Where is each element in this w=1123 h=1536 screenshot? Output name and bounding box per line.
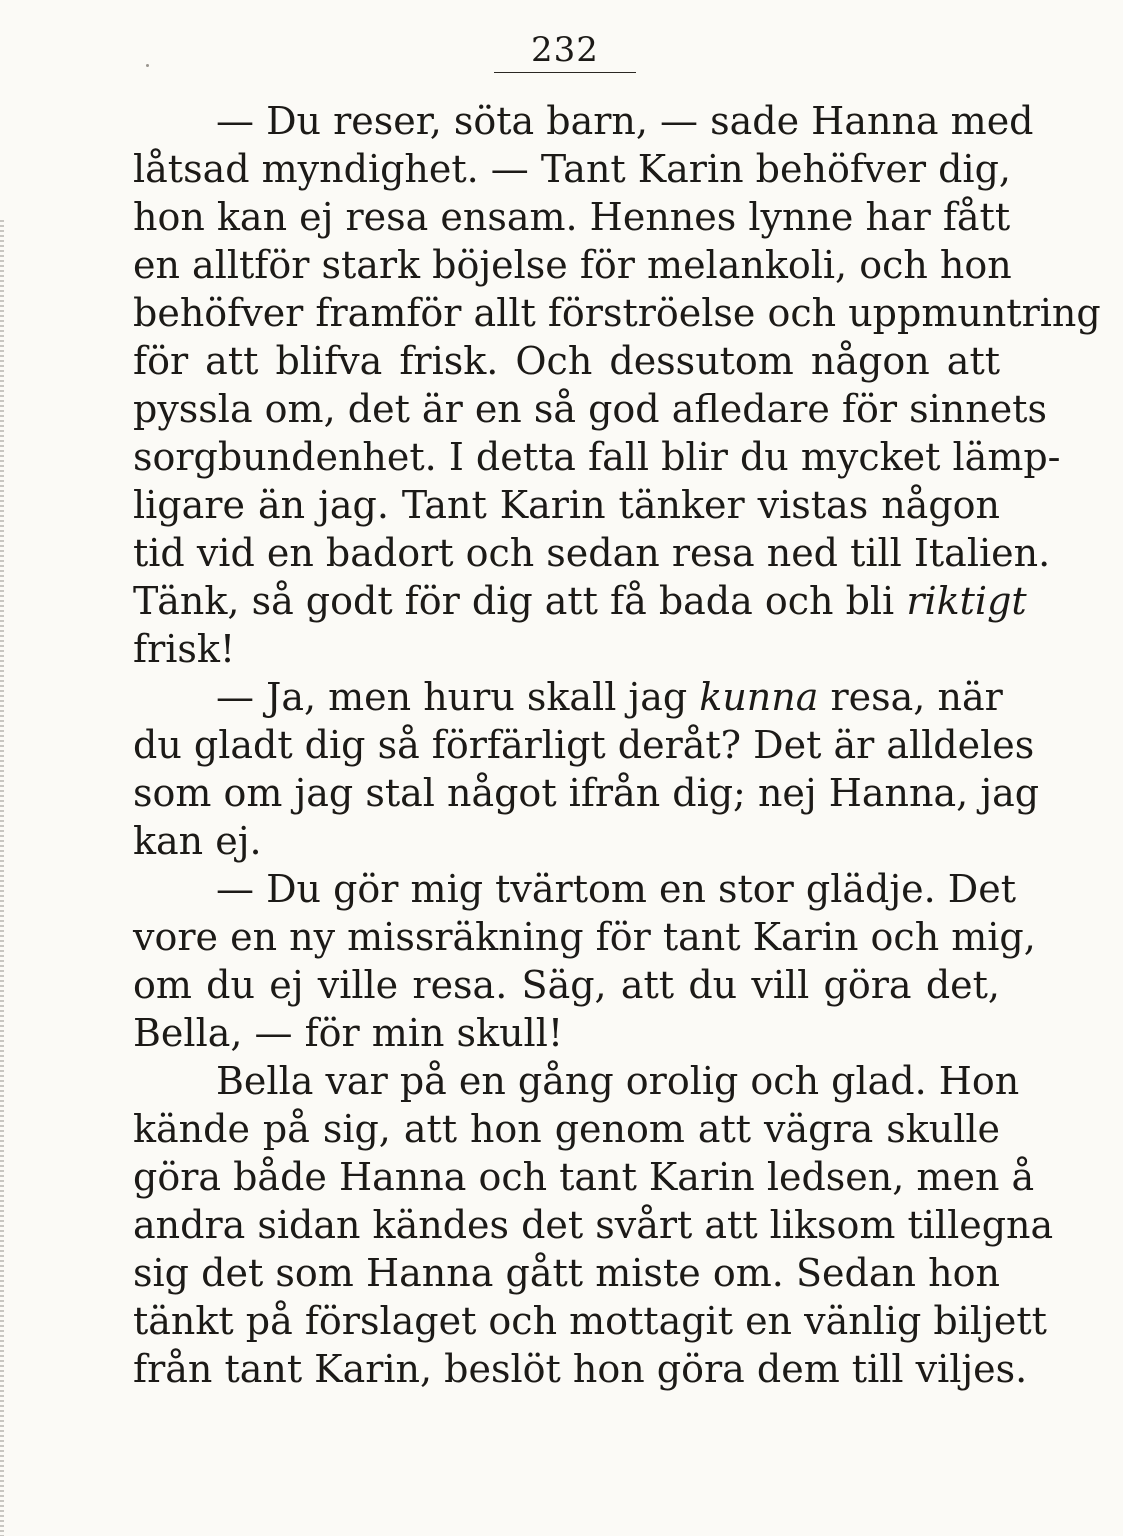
scan-speck: [146, 64, 149, 67]
text-line: Bella, — för min skull!: [133, 1011, 564, 1055]
text-line: [133, 577, 1027, 625]
text-span: — Ja, men huru skall jag: [216, 675, 688, 719]
text-line: — Du gör mig tvärtom en stor glädje. Det: [216, 867, 1017, 911]
text-line: sorgbundenhet. I detta fall blir du mycket lämp-: [133, 435, 1061, 479]
text-line: pyssla om, det är en så god afledare för sinnets: [133, 387, 1047, 431]
page-number: 232: [531, 30, 599, 70]
scan-edge-shadow: [0, 220, 4, 1536]
text-line: frisk!: [133, 627, 236, 671]
text-line: från tant Karin, beslöt hon göra dem till viljes.: [133, 1347, 1028, 1391]
text-line: vore en ny missräkning för tant Karin och mig,: [133, 915, 1036, 959]
page-number-rule: [494, 72, 636, 73]
text-line: hon kan ej resa ensam. Hennes lynne har fått: [133, 195, 1011, 239]
text-line: tänkt på förslaget och mottagit en vänlig biljett: [133, 1299, 1047, 1343]
text-line: låtsad myndighet. — Tant Karin behöfver dig,: [133, 147, 1011, 191]
text-line: tid vid en badort och sedan resa ned till Italien.: [133, 531, 1051, 575]
emphasis-riktigt: riktigt: [906, 579, 1027, 623]
text-line: — Du reser, söta barn, — sade Hanna med: [216, 99, 1034, 143]
text-line: för att blifva frisk. Och dessutom någon att: [133, 339, 1000, 383]
text-line: en alltför stark böjelse för melankoli, och hon: [133, 243, 1012, 287]
text-line: som om jag stal något ifrån dig; nej Hanna, jag: [133, 771, 1040, 815]
text-line: sig det som Hanna gått miste om. Sedan hon: [133, 1251, 1000, 1295]
text-line: göra både Hanna och tant Karin ledsen, men å: [133, 1155, 1035, 1199]
text-span: Tänk, så godt för dig att få bada och bli: [133, 579, 895, 623]
text-line: andra sidan kändes det svårt att liksom tillegna: [133, 1203, 1054, 1247]
text-line: om du ej ville resa. Säg, att du vill göra det,: [133, 963, 1000, 1007]
text-line: kände på sig, att hon genom att vägra skulle: [133, 1107, 1000, 1151]
text-span: resa, när: [830, 675, 1003, 719]
text-line: behöfver framför allt förströelse och uppmuntring: [133, 291, 1101, 335]
text-line: kan ej.: [133, 819, 262, 863]
text-line: du gladt dig så förfärligt deråt? Det är alldeles: [133, 723, 1035, 767]
text-line: Bella var på en gång orolig och glad. Hon: [216, 1059, 1020, 1103]
text-line: [216, 673, 1003, 721]
text-line: ligare än jag. Tant Karin tänker vistas någon: [133, 483, 1000, 527]
emphasis-kunna: kunna: [699, 675, 819, 719]
